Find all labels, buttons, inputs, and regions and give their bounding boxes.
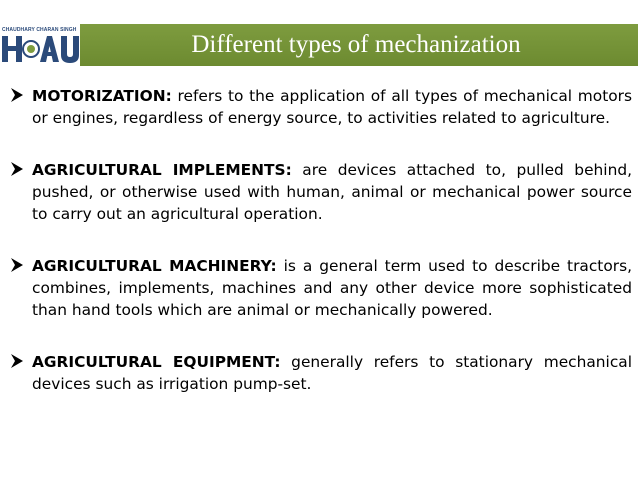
logo-letters-graphic [0,32,80,66]
bullet-term: MOTORIZATION: [32,87,172,105]
bullet-item-equipment [10,351,632,395]
arrow-bullet-icon [10,161,24,177]
bullet-term: AGRICULTURAL EQUIPMENT: [32,353,281,371]
bullet-term: AGRICULTURAL MACHINERY: [32,257,277,275]
arrow-bullet-icon [10,353,24,369]
bullet-description: is a general term used to describe tractors, combines, implements, machines and any other device more sophisticated than hand tools which are animal or mechanically powered. [32,257,632,319]
header-divider [0,66,638,68]
logo-caption: CHAUDHARY CHARAN SINGH [2,27,77,33]
bullet-item-machinery [10,255,632,321]
bullet-item-implements [10,159,632,225]
bullet-text [32,351,632,395]
slide-title: Different types of mechanization [191,31,521,58]
bullet-text [32,159,632,225]
bullet-text [32,85,632,129]
bullet-description: generally refers to stationary mechanical devices such as irrigation pump-set. [32,353,633,393]
bullet-item-motorization [10,85,632,129]
bullet-description: refers to the application of all types of mechanical motors or engines, regardless of energy source, to activities related to agriculture. [32,87,632,127]
bullet-description: are devices attached to, pulled behind, pushed, or otherwise used with human, animal or mechanical power source to carry out an agricultural operation. [32,161,632,223]
university-logo [0,24,80,67]
bullet-text [32,255,632,321]
bullet-term: AGRICULTURAL IMPLEMENTS: [32,161,292,179]
arrow-bullet-icon [10,87,24,103]
bullet-list [10,85,632,425]
arrow-bullet-icon [10,257,24,273]
